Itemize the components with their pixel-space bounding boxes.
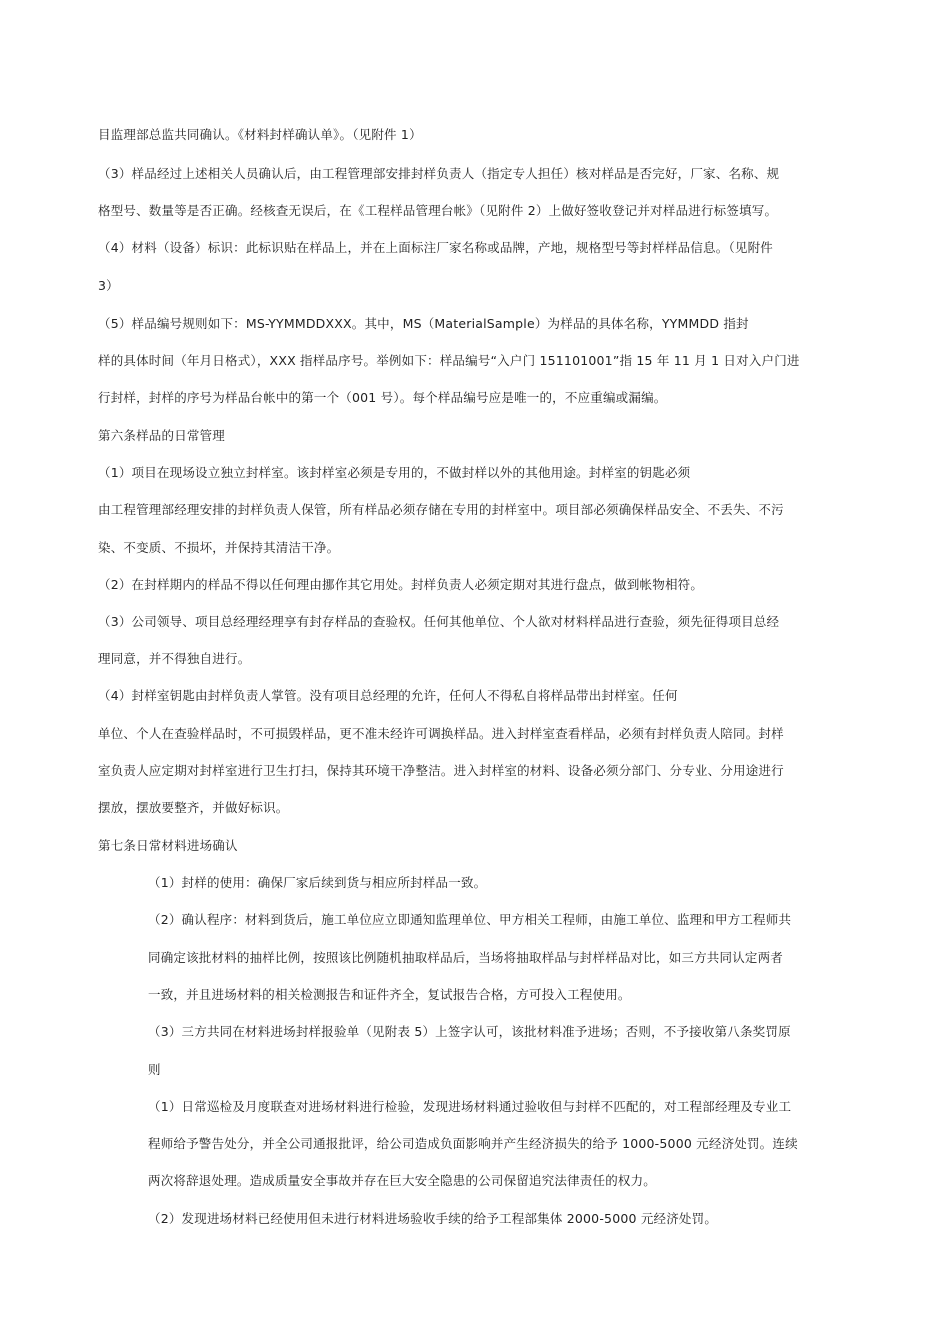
section-heading: 第七条日常材料进场确认 [98, 838, 238, 853]
text-line: 室负责人应定期对封样室进行卫生打扫，保持其环境干净整洁。进入封样室的材料、设备必须分部门、分专业、分用途进行 [98, 763, 784, 778]
text-line: 则 [148, 1062, 161, 1077]
text-line: 程师给予警告处分，并全公司通报批评，给公司造成负面影响并产生经济损失的给予 1000-5000 元经济处罚。连续 [148, 1136, 798, 1151]
text-line: （2）发现进场材料已经使用但未进行材料进场验收手续的给予工程部集体 2000-5000 元经济处罚。 [148, 1211, 718, 1226]
text-line: （3）样品经过上述相关人员确认后，由工程管理部安排封样负责人（指定专人担任）核对样品是否完好，厂家、名称、规 [98, 166, 780, 181]
text-line: 目监理部总监共同确认。《材料封样确认单》。（见附件 1） [98, 127, 422, 142]
text-line: 单位、个人在查验样品时，不可损毁样品，更不准未经许可调换样品。进入封样室查看样品，必须有封样负责人陪同。封样 [98, 726, 784, 741]
text-line: 染、不变质、不损坏，并保持其清洁干净。 [98, 540, 340, 555]
text-line: 由工程管理部经理安排的封样负责人保管，所有样品必须存储在专用的封样室中。项目部必须确保样品安全、不丢失、不污 [98, 502, 784, 517]
text-line: 同确定该批材料的抽样比例，按照该比例随机抽取样品后，当场将抽取样品与封样样品对比，如三方共同认定两者 [148, 950, 784, 965]
section-heading: 第六条样品的日常管理 [98, 428, 226, 443]
text-line: 摆放，摆放要整齐，并做好标识。 [98, 800, 289, 815]
text-line: 两次将辞退处理。造成质量安全事故并存在巨大安全隐患的公司保留追究法律责任的权力。 [148, 1173, 657, 1188]
text-line: （5）样品编号规则如下：MS-YYMMDDXXX。其中，MS（MaterialSample）为样品的具体名称，YYMMDD 指封 [98, 316, 749, 331]
text-line: 理同意，并不得独自进行。 [98, 651, 251, 666]
text-line: （4）封样室钥匙由封样负责人掌管。没有项目总经理的允许，任何人不得私自将样品带出封样室。任何 [98, 688, 678, 703]
text-line: （4）材料（设备）标识：此标识贴在样品上，并在上面标注厂家名称或品牌，产地，规格型号等封样样品信息。（见附件 [98, 240, 774, 255]
text-line: （1）日常巡检及月度联查对进场材料进行检验，发现进场材料通过验收但与封样不匹配的，对工程部经理及专业工 [148, 1099, 792, 1114]
text-line: 3） [98, 278, 119, 293]
text-line: （1）封样的使用：确保厂家后续到货与相应所封样品一致。 [148, 875, 487, 890]
text-line: 一致，并且进场材料的相关检测报告和证件齐全，复试报告合格，方可投入工程使用。 [148, 987, 631, 1002]
text-line: 行封样，封样的序号为样品台帐中的第一个（001 号）。每个样品编号应是唯一的，不应重编或漏编。 [98, 390, 667, 405]
text-line: （3）三方共同在材料进场封样报验单（见附表 5）上签字认可，该批材料准予进场；否则，不予接收第八条奖罚原 [148, 1024, 791, 1039]
text-line: 格型号、数量等是否正确。经核查无误后，在《工程样品管理台帐》（见附件 2）上做好签收登记并对样品进行标签填写。 [98, 203, 778, 218]
text-line: （3）公司领导、项目总经理经理享有封存样品的查验权。任何其他单位、个人欲对材料样品进行查验，须先征得项目总经 [98, 614, 780, 629]
text-line: 样的具体时间（年月日格式），XXX 指样品序号。举例如下：样品编号“入户门 151101001”指 15 年 11 月 1 日对入户门进 [98, 353, 800, 368]
text-line: （1）项目在现场设立独立封样室。该封样室必须是专用的，不做封样以外的其他用途。封样室的钥匙必须 [98, 465, 691, 480]
text-line: （2）在封样期内的样品不得以任何理由挪作其它用处。封样负责人必须定期对其进行盘点，做到帐物相符。 [98, 577, 704, 592]
text-line: （2）确认程序：材料到货后，施工单位应立即通知监理单位、甲方相关工程师，由施工单位、监理和甲方工程师共 [148, 912, 792, 927]
